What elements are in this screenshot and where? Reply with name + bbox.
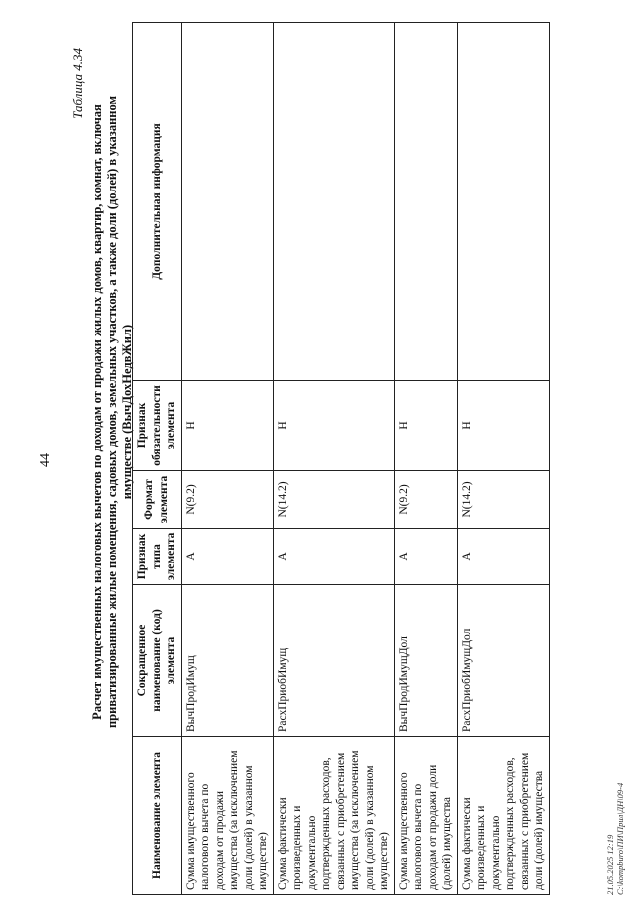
cell-name: Сумма фактически произведенных и документально подтвержденных расходов, связанных с приобретением доли (долей) имущества [457, 737, 549, 895]
cell-format: N(14.2) [273, 471, 394, 529]
header-required: Признак обязательности элемента [133, 381, 182, 471]
cell-info [457, 23, 549, 381]
cell-info [181, 23, 273, 381]
cell-name: Сумма фактически произведенных и документально подтвержденных расходов, связанных с приобретением имущества (за исключением доли (долей) в указанном имуществе) [273, 737, 394, 895]
cell-required: Н [394, 381, 457, 471]
header-type: Признак типа элемента [133, 529, 182, 585]
cell-required: Н [457, 381, 549, 471]
cell-required: Н [181, 381, 273, 471]
cell-format: N(14.2) [457, 471, 549, 529]
cell-type: А [181, 529, 273, 585]
table-title: Расчет имущественных налоговых вычетов по доходам от продажи жилых домов, квартир, комнат, включая приватизированные жилые помещения, садовых домов, земельных участков, а также доли (долей) в указанном имуществе (ВычДохНедвЖил) [90, 95, 134, 729]
cell-code: РасхПриобИмущ [273, 585, 394, 737]
cell-code: ВычПродИмущ [181, 585, 273, 737]
footer-path: C:\kompburo\ПИ\Прил\ДН\09-4 [615, 782, 625, 895]
table-row [457, 23, 549, 895]
elements-table [132, 22, 550, 895]
cell-format: N(9.2) [394, 471, 457, 529]
footer-date: 21.05.2025 12:19 [605, 834, 615, 895]
cell-format: N(9.2) [181, 471, 273, 529]
cell-code: ВычПродИмущДол [394, 585, 457, 737]
cell-type: А [394, 529, 457, 585]
table-row [394, 23, 457, 895]
page-number: 44 [38, 453, 53, 467]
cell-type: А [457, 529, 549, 585]
table-label: Таблица 4.34 [70, 48, 85, 119]
cell-type: А [273, 529, 394, 585]
cell-code: РасхПриобИмущДол [457, 585, 549, 737]
cell-info [394, 23, 457, 381]
cell-info [273, 23, 394, 381]
header-format: Формат элемента [133, 471, 182, 529]
table-row [273, 23, 394, 895]
cell-required: Н [273, 381, 394, 471]
footer-stamp [605, 783, 625, 895]
table-header-row [133, 23, 182, 895]
header-code: Сокращенное наименование (код) элемента [133, 585, 182, 737]
cell-name: Сумма имущественного налогового вычета по доходам от продажи имущества (за исключением доли (долей) в указанном имуществе) [181, 737, 273, 895]
table-row [181, 23, 273, 895]
header-info: Дополнительная информация [133, 23, 182, 381]
header-name: Наименование элемента [133, 737, 182, 895]
cell-name: Сумма имущественного налогового вычета по доходам от продажи доли (долей) имущества [394, 737, 457, 895]
